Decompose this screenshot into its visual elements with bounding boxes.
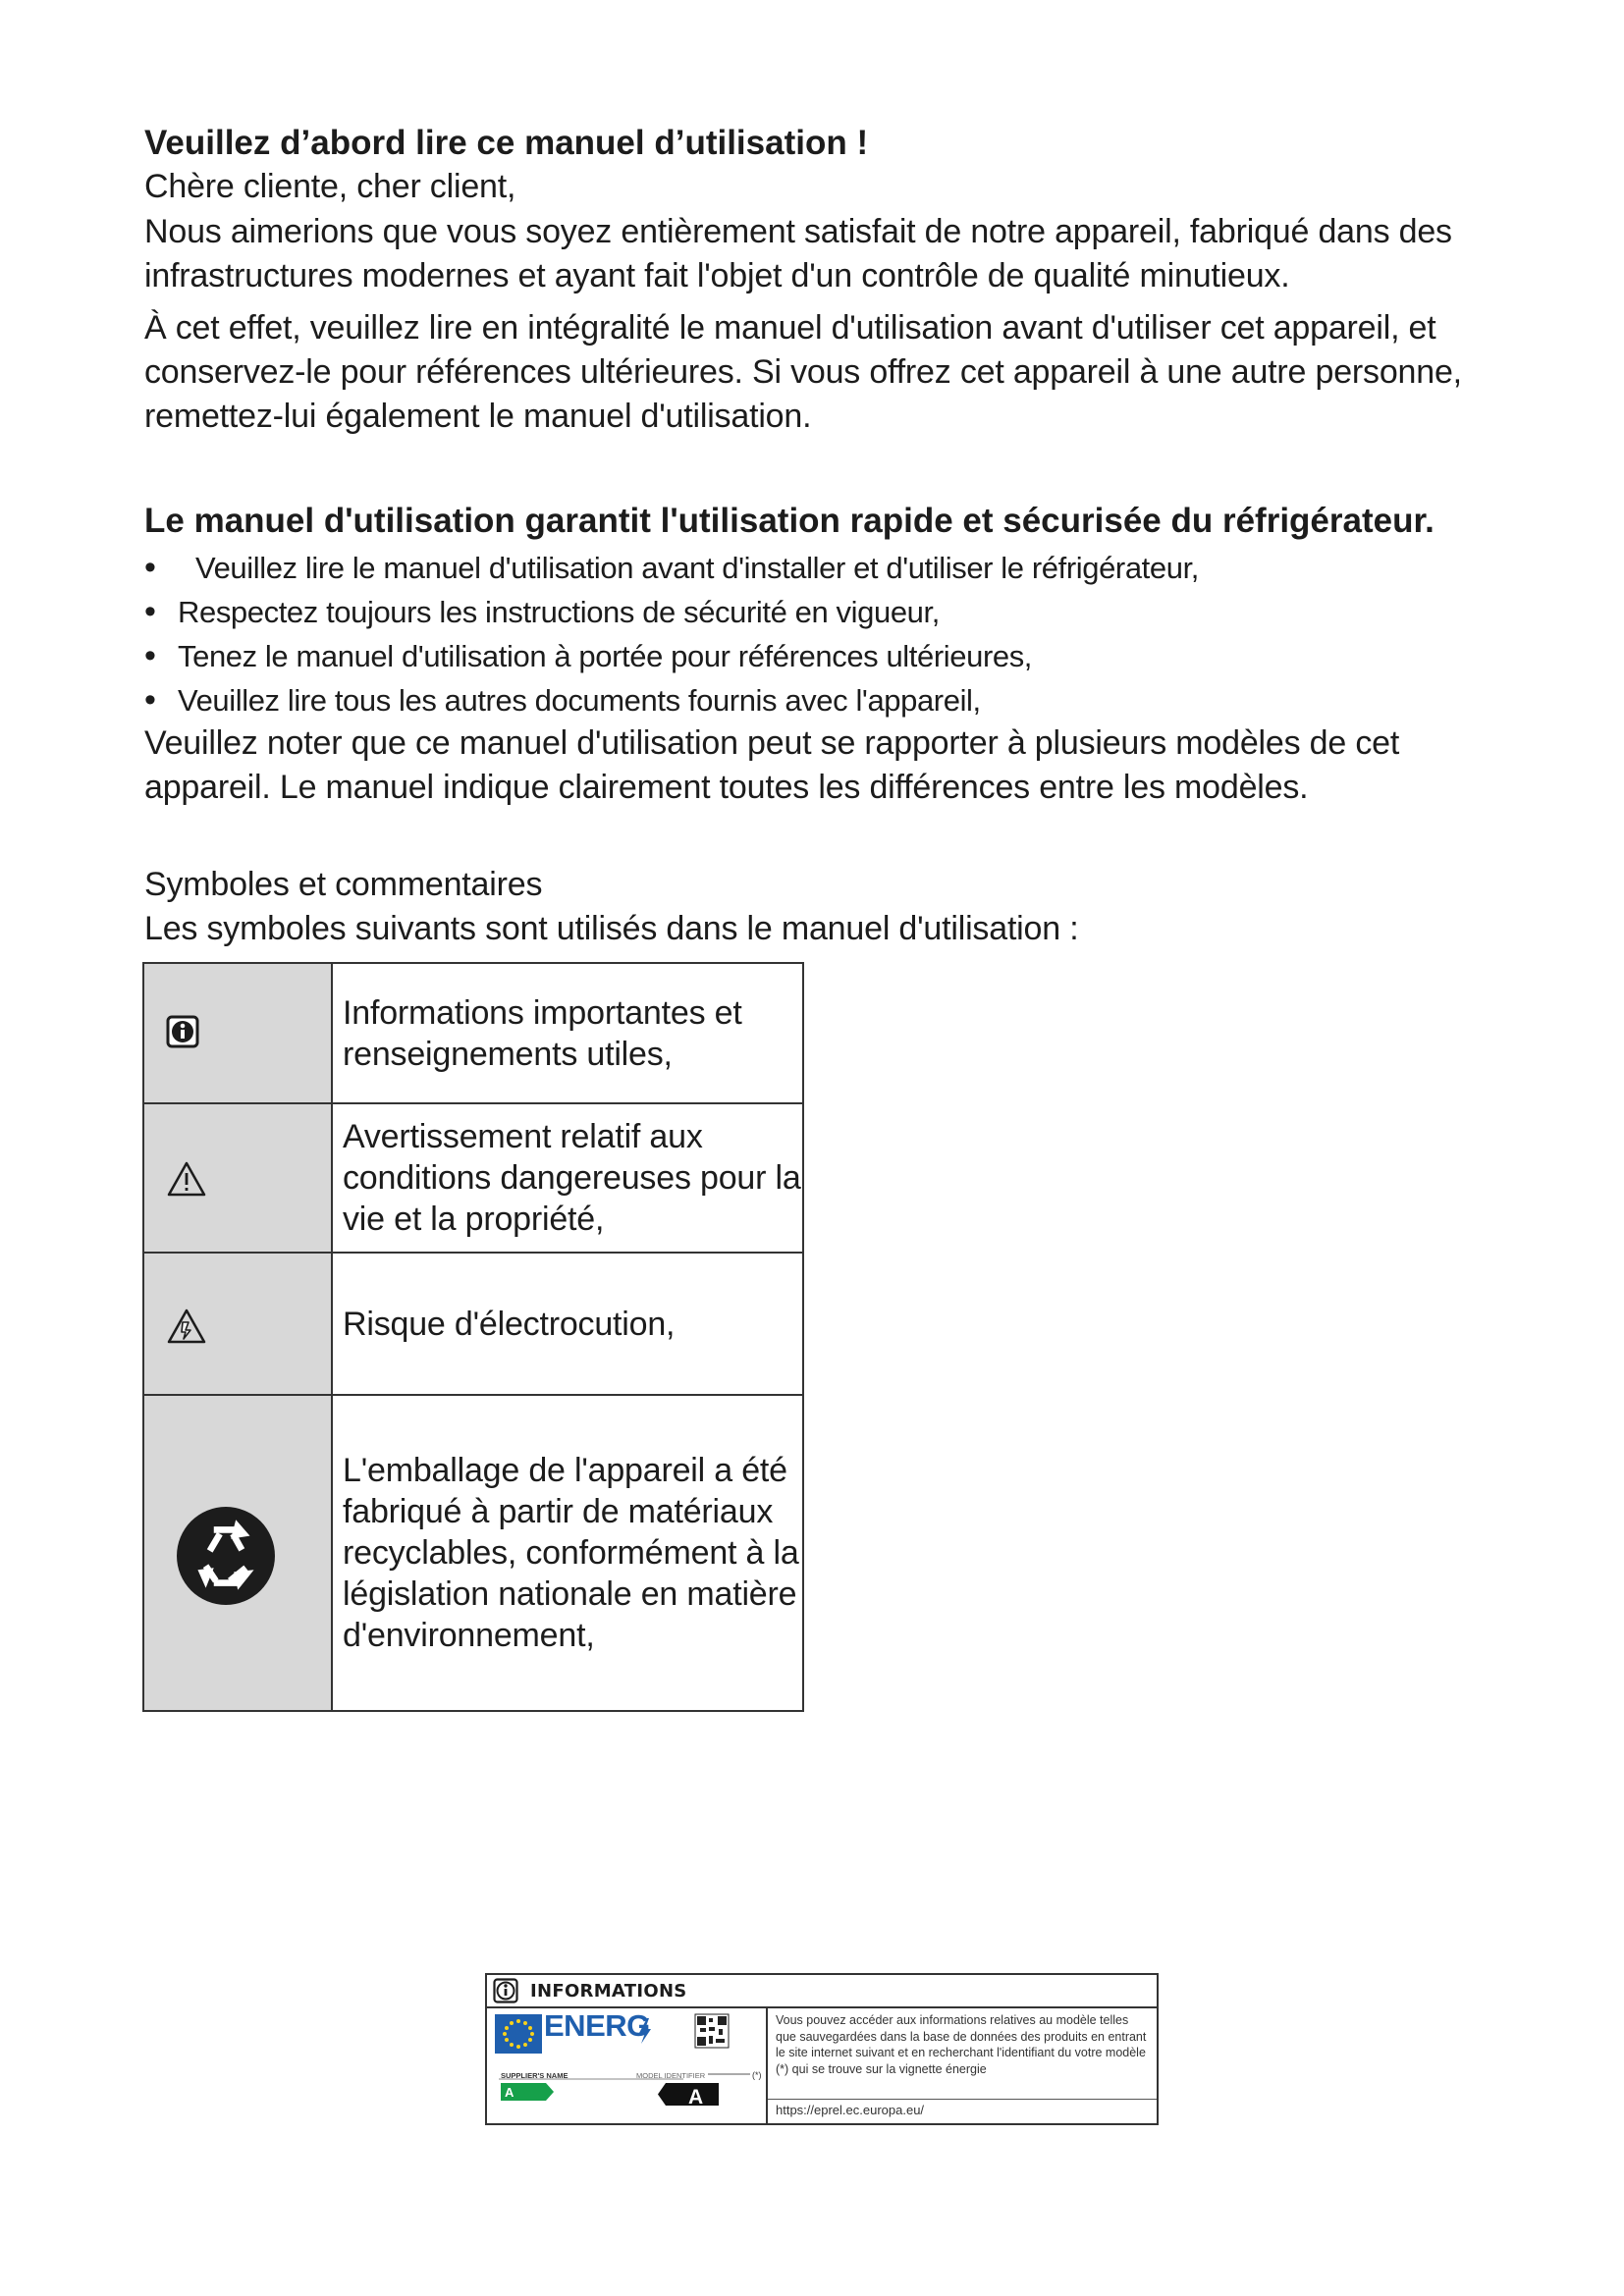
energy-class-arrow-label: A <box>505 2085 514 2100</box>
table-row <box>143 1253 803 1395</box>
intro-paragraph-2: À cet effet, veuillez lire en intégralité le manuel d'utilisation avant d'utiliser cet appareil, et conservez-le pour références ultérieures. Si vous offrez cet appareil à une autre personne, remettez-lui également le manuel d'utilisation. <box>144 309 1462 435</box>
energy-class-badge-label: A <box>688 2086 704 2109</box>
energy-label-thumbnail <box>487 2008 768 2123</box>
information-box-title: INFORMATIONS <box>530 1981 687 2002</box>
model-identifier-marker: (*) <box>752 2070 762 2080</box>
eprel-url[interactable]: https://eprel.ec.europa.eu/ <box>768 2099 1157 2117</box>
symbol-description: Avertissement relatif aux conditions dangereuses pour la vie et la propriété, <box>332 1103 803 1253</box>
table-row <box>143 963 803 1103</box>
symbol-icon-cell <box>143 1103 332 1253</box>
information-box <box>485 1973 1159 2125</box>
list-item: • Tenez le manuel d'utilisation à portée pour références ultérieures, <box>144 634 1199 678</box>
table-row <box>143 1103 803 1253</box>
list-item: • Veuillez lire le manuel d'utilisation avant d'installer et d'utiliser le réfrigérateur, <box>144 546 1199 590</box>
info-icon <box>166 1015 199 1048</box>
table-row <box>143 1395 803 1711</box>
symbols-intro: Les symboles suivants sont utilisés dans le manuel d'utilisation : <box>144 910 1079 947</box>
list-item: • Veuillez lire tous les autres documents fournis avec l'appareil, <box>144 678 1199 722</box>
model-identifier-label: MODEL IDENTIFIER <box>636 2071 706 2080</box>
greeting: Chère cliente, cher client, <box>144 168 516 205</box>
symbol-description: L'emballage de l'appareil a été fabriqué à partir de matériaux recyclables, conformément à la législation nationale en matière d'environnement, <box>332 1395 803 1711</box>
electric-shock-icon <box>166 1308 207 1345</box>
information-box-text <box>768 2008 1157 2123</box>
symbol-description: Risque d'électrocution, <box>332 1253 803 1395</box>
symbols-table <box>142 962 804 1712</box>
symbol-icon-cell <box>143 1395 332 1711</box>
warning-icon <box>166 1160 207 1198</box>
intro-heading: Veuillez d’abord lire ce manuel d’utilisation ! <box>144 124 869 162</box>
symbol-icon-cell <box>143 1253 332 1395</box>
symbols-title: Symboles et commentaires <box>144 866 543 903</box>
models-note: Veuillez noter que ce manuel d'utilisation peut se rapporter à plusieurs modèles de cet appareil. Le manuel indique clairement toutes les différences entre les modèles. <box>144 724 1400 806</box>
guarantee-heading: Le manuel d'utilisation garantit l'utilisation rapide et sécurisée du réfrigérateur. <box>144 502 1435 540</box>
energy-label-wordmark: ENERG <box>544 2008 650 2043</box>
symbol-icon-cell <box>143 963 332 1103</box>
info-icon <box>493 1978 518 2003</box>
list-item: • Respectez toujours les instructions de sécurité en vigueur, <box>144 590 1199 634</box>
supplier-name-label: SUPPLIER'S NAME <box>501 2071 568 2080</box>
eprel-description: Vous pouvez accéder aux informations relatives au modèle telles que sauvegardées dans la base de données des produits en entrant le site internet suivant et en recherchant l'identifiant du votre modèle (*) qui se trouve sur la vignette énergie <box>776 2013 1147 2076</box>
intro-paragraph-1: Nous aimerions que vous soyez entièrement satisfait de notre appareil, fabriqué dans des infrastructures modernes et ayant fait l'objet d'un contrôle de qualité minutieux. <box>144 213 1452 294</box>
information-box-header <box>487 1975 1157 2008</box>
guarantee-bullet-list <box>144 546 1199 722</box>
recycle-icon <box>176 1506 276 1606</box>
symbol-description: Informations importantes et renseignements utiles, <box>332 963 803 1103</box>
